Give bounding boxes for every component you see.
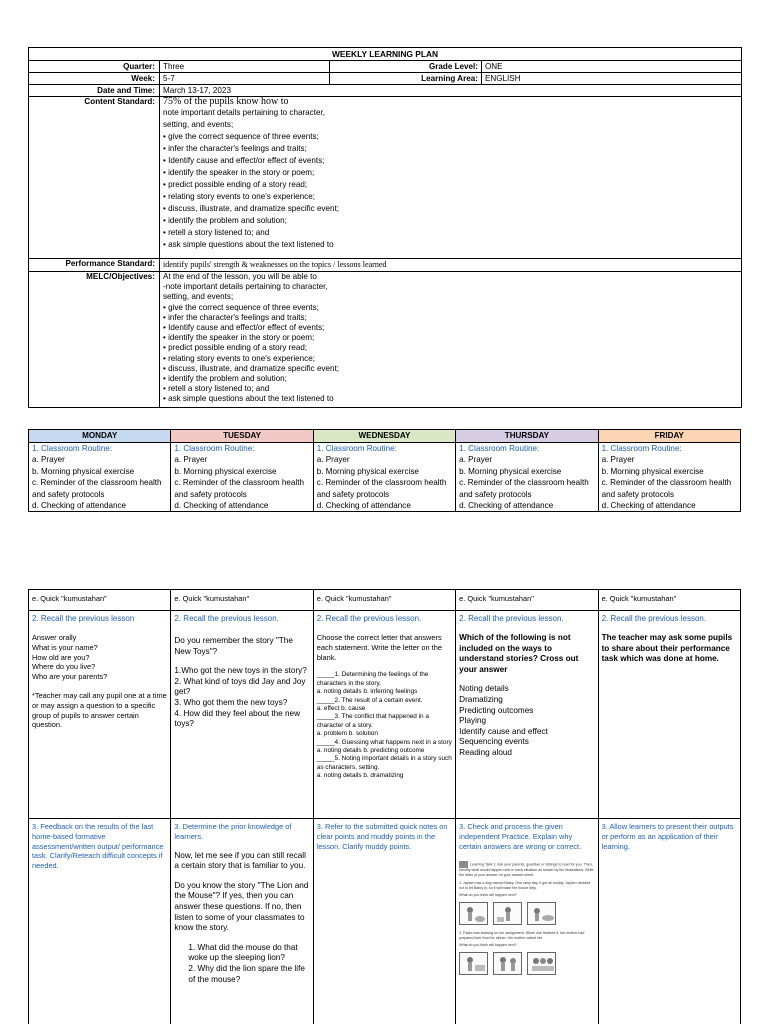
performance-standard-label: Performance Standard: <box>29 259 160 272</box>
routine-line: c. Reminder of the classroom health <box>174 478 304 488</box>
quiz-item: _____4. Guessing what happens next in a story <box>316 738 452 746</box>
question-prompt: Which of the following is not included on the ways to understand stories? Cross out your answer <box>459 633 579 674</box>
melc-line: • ask simple questions about the text listened to <box>163 394 334 404</box>
routine-line: and safety protocols <box>459 489 532 499</box>
worksheet-prompt: What do you think will happen next? <box>459 943 517 948</box>
content-line: • retell a story listened to; and <box>163 228 270 238</box>
illustration-d <box>459 952 488 975</box>
recall-heading: 2. Recall the previous lesson. <box>316 614 422 623</box>
grade-level-label: Grade Level: <box>330 61 482 73</box>
routine-line: a. Prayer <box>32 455 65 465</box>
recall-cell-wednesday <box>313 611 455 819</box>
feedback-heading: 3. Feedback on the results of the last home-based formative assessment/written output/ performance task. Clarify/Reteach difficult concepts if needed. <box>32 822 164 871</box>
recall-heading: 2. Recall the previous lesson. <box>459 614 564 623</box>
routine-line: b. Morning physical exercise <box>459 466 562 476</box>
prior-knowledge-text: Now, let me see if you can still recall a certain story that is familiar to you. <box>174 850 306 871</box>
book-icon <box>459 861 468 868</box>
recall-intro: Do you remember the story "The New Toys"? <box>174 636 293 656</box>
illustration-c <box>527 902 556 925</box>
day-header-friday: FRIDAY <box>598 430 740 443</box>
quiz-choices: a. noting details b. predicting outcome <box>316 747 425 755</box>
quarter-value: Three <box>160 61 330 73</box>
week-label: Week: <box>29 73 160 85</box>
quick-cell-tuesday: e. Quick "kumustahan" <box>171 590 313 611</box>
performance-standard-value: identify pupils' strength & weaknesses on the topics / lessons learned <box>160 259 742 272</box>
routine-line: a. Prayer <box>174 455 208 465</box>
routine-line: c. Reminder of the classroom health <box>459 478 589 488</box>
plan-title: WEEKLY LEARNING PLAN <box>29 48 742 61</box>
routine-line: d. Checking of attendance <box>174 501 269 511</box>
content-standard-value <box>160 97 742 259</box>
daily-routine-table <box>28 429 741 512</box>
option-item: Predicting outcomes <box>459 705 534 715</box>
worksheet-item: 1. Jaysen has a dog named Barky. One rainy day, it got all muddy. Jaysen decided not to let Barky in, so it will make the house dirty. <box>459 881 591 891</box>
recall-cell-friday <box>598 611 740 819</box>
application-cell-friday <box>598 819 740 1024</box>
content-line: • discuss, illustrate, and dramatize specific event; <box>163 204 340 214</box>
content-line: setting, and events; <box>163 120 234 130</box>
quick-cell-monday: e. Quick "kumustahan" <box>29 590 171 611</box>
recall-line: Answer orally <box>32 633 77 642</box>
prior-knowledge-text: Do you know the story "The Lion and the Mouse"? If yes, then you can answer these questions. If no, then listen to some of your classmates to know the story. <box>174 880 309 933</box>
worksheet-instructions: Learning Task 1: Ask your parents, guardian or siblings to read for you. Then, identify what would happen next in each situation as shown by the illustrations. Write the letter of your answer on your answer sheet. <box>459 862 594 878</box>
illustration-f <box>527 952 556 975</box>
recall-heading: 2. Recall the previous lesson. <box>601 614 707 623</box>
learning-area-label: Learning Area: <box>330 73 482 85</box>
story-question: 2. Why did the lion spare the life of the mouse? <box>188 963 305 984</box>
option-item: Noting details <box>459 684 509 694</box>
melc-line: • identify the problem and solution; <box>163 374 287 384</box>
routine-title: 1. Classroom Routine: <box>459 444 540 453</box>
recall-cell-tuesday <box>171 611 313 819</box>
melc-line: • relating story events to one's experience; <box>163 353 315 363</box>
content-standard-label: Content Standard: <box>29 97 160 259</box>
day-header-monday: MONDAY <box>29 430 171 443</box>
content-line: • identify the problem and solution; <box>163 216 287 226</box>
quiz-instructions: Choose the correct letter that answers each statement. Write the letter on the blank. <box>316 633 442 662</box>
quiz-choices: a. problem b. solution <box>316 730 378 738</box>
prior-knowledge-heading: 3. Determine the prior knowledge of learners. <box>174 822 292 841</box>
learning-area-value: ENGLISH <box>482 73 742 85</box>
quick-cell-thursday: e. Quick "kumustahan" <box>456 590 598 611</box>
routine-title: 1. Classroom Routine: <box>174 444 255 453</box>
melc-line: • predict possible ending of a story read; <box>163 343 308 353</box>
quiz-choices: a. noting details b. dramatizing <box>316 772 404 780</box>
melc-line: -note important details pertaining to character, <box>163 282 328 292</box>
day-header-thursday: THURSDAY <box>456 430 598 443</box>
quarter-label: Quarter: <box>29 61 160 73</box>
quiz-item: _____2. The result of a certain event. <box>316 696 423 704</box>
routine-line: a. Prayer <box>316 455 350 465</box>
week-value: 5-7 <box>160 73 330 85</box>
recall-cell-thursday <box>456 611 598 819</box>
recall-line: Where do you live? <box>32 662 96 672</box>
content-line: • predict possible ending of a story read; <box>163 180 308 190</box>
routine-line: and safety protocols <box>316 489 390 499</box>
worksheet-item: 2. Paolo was working on her assignment. When she finished it, her mother had prepared their food for dinner. Her mother called her. <box>459 931 585 941</box>
feedback-cell-monday <box>29 819 171 1024</box>
day-header-wednesday: WEDNESDAY <box>313 430 455 443</box>
quiz-choices: a. effect b. cause <box>316 705 366 713</box>
option-item: Playing <box>459 716 487 726</box>
option-item: Sequencing events <box>459 737 529 747</box>
routine-title: 1. Classroom Routine: <box>601 444 682 453</box>
recall-heading: 2. Recall the previous lesson. <box>174 614 279 623</box>
lesson-procedure-table <box>28 589 741 1024</box>
routine-line: c. Reminder of the classroom health <box>32 478 162 488</box>
illustration-e <box>493 952 522 975</box>
recall-line: How old are you? <box>32 652 90 662</box>
melc-line: • infer the character's feelings and traits; <box>163 312 307 322</box>
date-label: Date and Time: <box>29 85 160 97</box>
melc-line: • identify the speaker in the story or poem; <box>163 333 315 343</box>
routine-line: and safety protocols <box>601 489 674 499</box>
melc-line: At the end of the lesson, you will be able to <box>163 272 317 281</box>
routine-cell-wednesday <box>313 443 455 512</box>
quiz-choices: a. noting details b. inferring feelings <box>316 688 418 696</box>
content-line: 75% of the pupils know how to <box>163 97 289 107</box>
routine-line: b. Morning physical exercise <box>316 466 419 476</box>
melc-line: setting, and events; <box>163 292 234 302</box>
illustration-row <box>459 902 594 925</box>
quiz-item: _____5. Noting important details in a story such as characters, setting. <box>316 755 452 771</box>
routine-line: a. Prayer <box>601 455 635 465</box>
content-line: • relating story events to one's experience; <box>163 192 315 202</box>
melc-line: • discuss, illustrate, and dramatize specific event; <box>163 363 340 373</box>
content-line: • Identify cause and effect/or effect of events; <box>163 156 325 166</box>
notes-cell-wednesday <box>313 819 455 1024</box>
worksheet-prompt: What do you think will happen next? <box>459 893 517 898</box>
option-item: Reading aloud <box>459 747 512 757</box>
melc-line: • Identify cause and effect/or effect of events; <box>163 323 325 333</box>
routine-line: b. Morning physical exercise <box>174 466 277 476</box>
recall-question: 2. What kind of toys did Jay and Joy get? <box>174 676 306 697</box>
quiz-item: _____3. The conflict that happened in a character of a story. <box>316 713 429 729</box>
routine-line: c. Reminder of the classroom health <box>601 478 732 488</box>
prior-knowledge-cell-tuesday <box>171 819 313 1024</box>
practice-heading: 3. Check and process the given independent Practice. Explain why certain answers are wrong or correct. <box>459 822 582 851</box>
routine-title: 1. Classroom Routine: <box>32 444 113 453</box>
recall-question: 3. Who got them the new toys? <box>174 697 288 707</box>
recall-heading: 2. Recall the previous lesson <box>32 614 135 623</box>
routine-line: d. Checking of attendance <box>316 501 411 511</box>
routine-cell-monday <box>29 443 171 512</box>
routine-line: b. Morning physical exercise <box>32 466 135 476</box>
routine-cell-friday <box>598 443 740 512</box>
option-item: Dramatizing <box>459 694 503 704</box>
recall-question: 4. How did they feel about the new toys? <box>174 708 301 729</box>
date-value: March 13-17, 2023 <box>160 85 742 97</box>
content-line: • ask simple questions about the text listened to <box>163 240 334 250</box>
content-line: • give the correct sequence of three events; <box>163 132 319 142</box>
melc-line: • give the correct sequence of three events; <box>163 302 319 312</box>
weekly-plan-table <box>28 47 742 408</box>
routine-cell-tuesday <box>171 443 313 512</box>
routine-title: 1. Classroom Routine: <box>316 444 397 453</box>
illustration-a <box>459 902 488 925</box>
routine-line: and safety protocols <box>32 489 105 499</box>
practice-cell-thursday <box>456 819 598 1024</box>
quick-cell-friday: e. Quick "kumustahan" <box>598 590 740 611</box>
content-line: note important details pertaining to character, <box>163 108 325 118</box>
routine-line: a. Prayer <box>459 455 493 465</box>
routine-line: and safety protocols <box>174 489 247 499</box>
quick-cell-wednesday: e. Quick "kumustahan" <box>313 590 455 611</box>
melc-value <box>160 272 742 408</box>
recall-line: Who are your parents? <box>32 672 108 682</box>
recall-line: What is your name? <box>32 642 98 652</box>
melc-line: • retell a story listened to; and <box>163 384 270 394</box>
option-item: Identify cause and effect <box>459 726 548 736</box>
recall-cell-monday <box>29 611 171 819</box>
routine-line: d. Checking of attendance <box>601 501 696 511</box>
story-question: 1. What did the mouse do that woke up the sleeping lion? <box>188 942 298 963</box>
content-line: • identify the speaker in the story or poem; <box>163 168 315 178</box>
worksheet-image <box>459 861 594 975</box>
day-header-tuesday: TUESDAY <box>171 430 313 443</box>
illustration-row <box>459 952 594 975</box>
notes-heading: 3. Refer to the submitted quick notes on clear points and muddy points in the lesson. Clarify muddy points. <box>316 822 448 851</box>
routine-line: d. Checking of attendance <box>459 501 554 511</box>
friday-recall-text: The teacher may ask some pupils to share about their performance task which was done at home. <box>601 633 733 664</box>
routine-line: c. Reminder of the classroom health <box>316 478 447 488</box>
recall-question: 1.Who got the new toys in the story? <box>174 666 307 676</box>
routine-line: d. Checking of attendance <box>32 501 127 511</box>
melc-label: MELC/Objectives: <box>29 272 160 408</box>
routine-line: b. Morning physical exercise <box>601 466 704 476</box>
application-heading: 3. Allow learners to present their outputs or perform as an application of their learning. <box>601 822 734 851</box>
teacher-note: *Teacher may call any pupil one at a time or may assign a question to a specific group of pupils to answer certain question. <box>32 690 167 730</box>
illustration-b <box>493 902 522 925</box>
content-line: • infer the character's feelings and traits; <box>163 144 307 154</box>
quiz-item: _____1. Determining the feelings of the characters in the story. <box>316 671 429 687</box>
grade-level-value: ONE <box>482 61 742 73</box>
routine-cell-thursday <box>456 443 598 512</box>
